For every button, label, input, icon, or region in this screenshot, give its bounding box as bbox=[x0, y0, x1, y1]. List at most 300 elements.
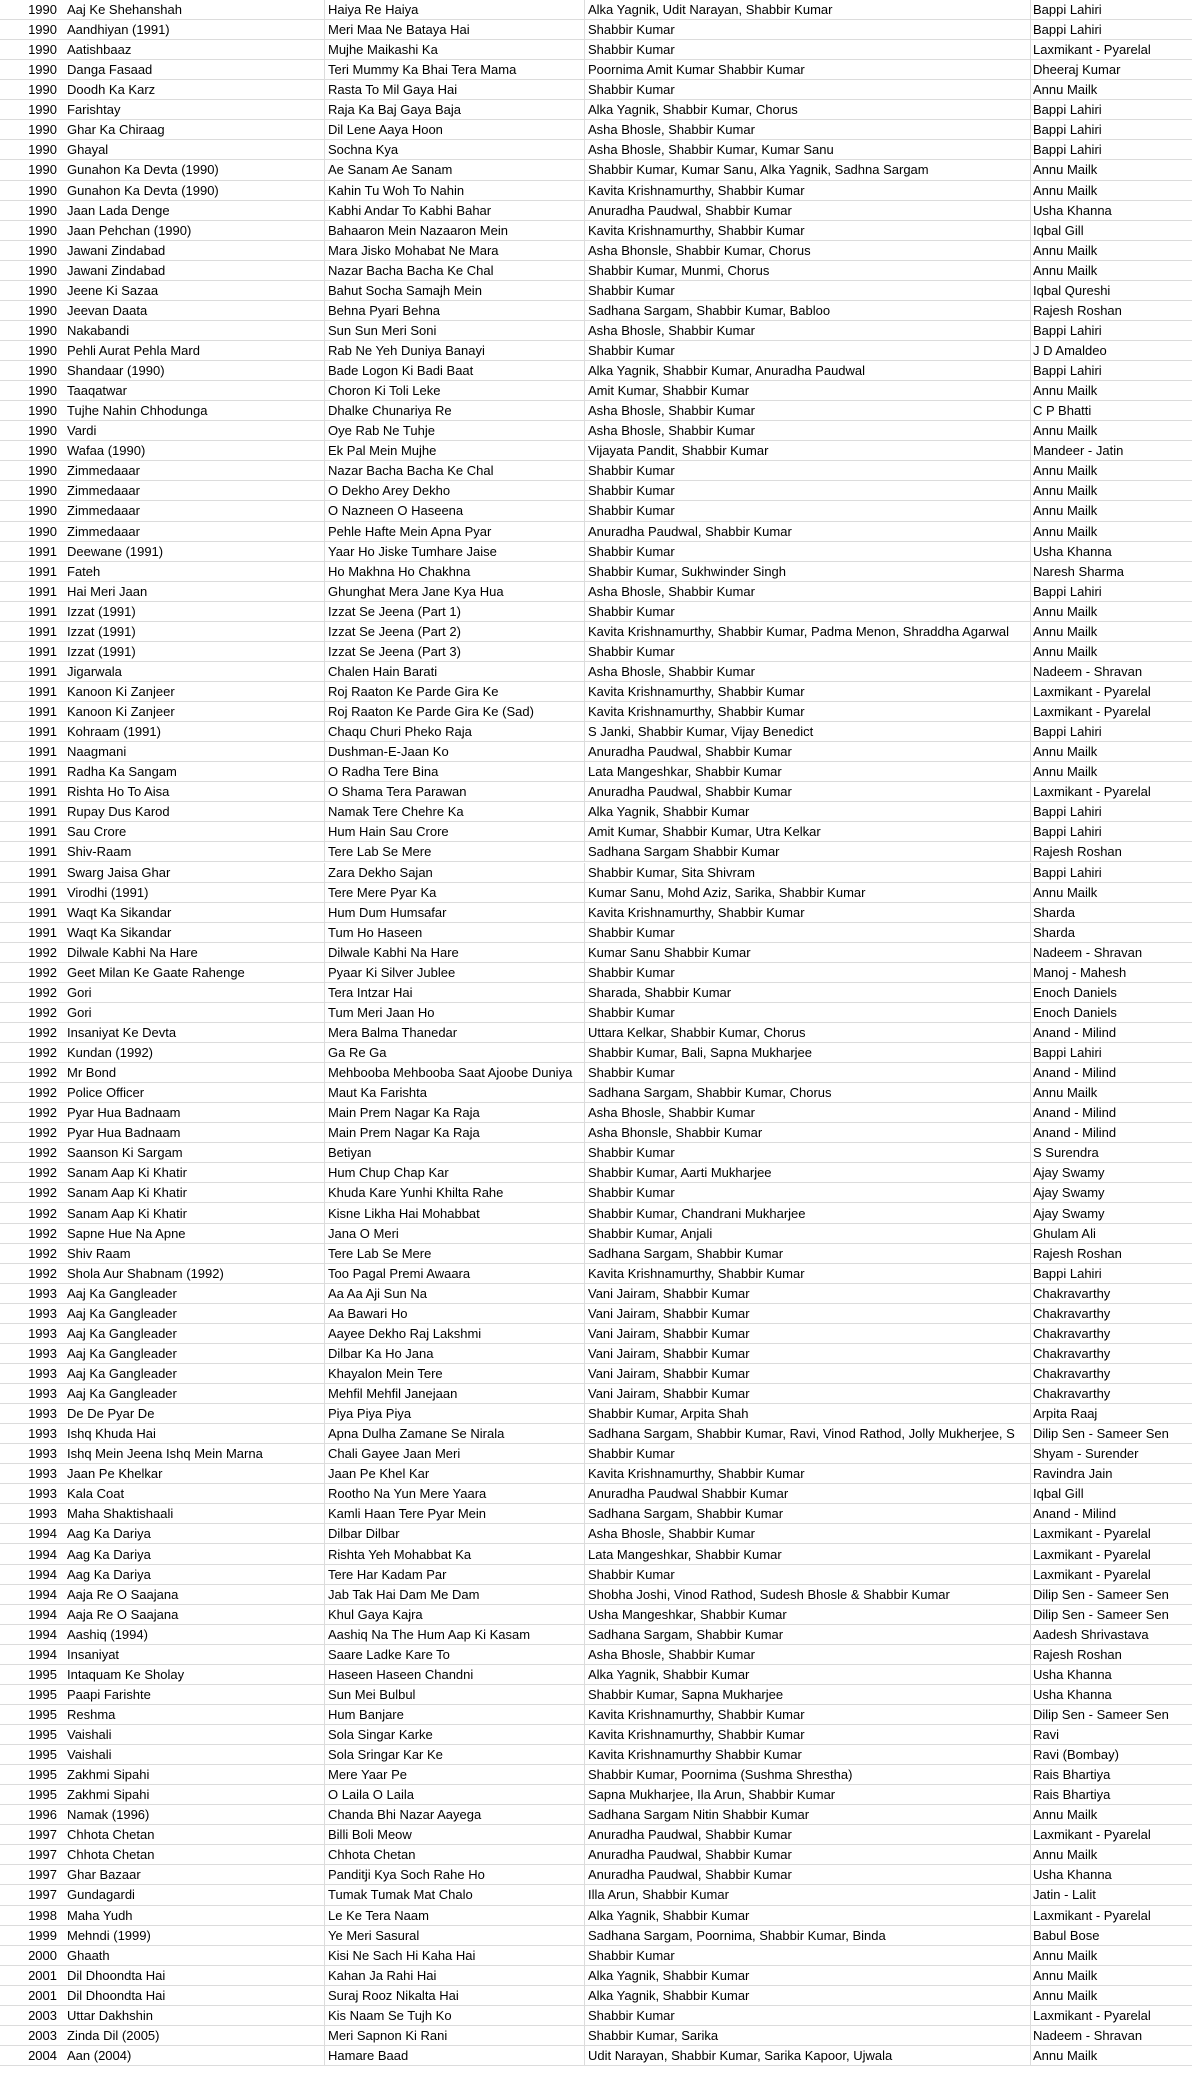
film-cell: Kala Coat bbox=[67, 1486, 125, 1502]
table-row bbox=[0, 120, 1192, 140]
song-cell: Aa Aa Aji Sun Na bbox=[324, 1284, 584, 1303]
music-director-cell: Ravi (Bombay) bbox=[1030, 1745, 1192, 1764]
music-director-cell: Chakravarthy bbox=[1030, 1344, 1192, 1363]
song-cell: Hum Banjare bbox=[324, 1705, 584, 1724]
song-cell: Choron Ki Toli Leke bbox=[324, 381, 584, 400]
film-cell: Kanoon Ki Zanjeer bbox=[67, 683, 175, 699]
song-cell: Tumak Tumak Mat Chalo bbox=[324, 1885, 584, 1904]
year-cell: 1991 bbox=[28, 543, 57, 559]
song-cell: Tere Mere Pyar Ka bbox=[324, 883, 584, 902]
song-cell: Mara Jisko Mohabat Ne Mara bbox=[324, 241, 584, 260]
music-director-cell: Bappi Lahiri bbox=[1030, 802, 1192, 821]
singers-cell: Asha Bhosle, Shabbir Kumar bbox=[584, 1103, 1030, 1122]
singers-cell: Asha Bhosle, Shabbir Kumar bbox=[584, 1524, 1030, 1543]
music-director-cell: Laxmikant - Pyarelal bbox=[1030, 1906, 1192, 1925]
song-cell: Namak Tere Chehre Ka bbox=[324, 802, 584, 821]
music-director-cell: Aadesh Shrivastava bbox=[1030, 1625, 1192, 1644]
film-cell: Taaqatwar bbox=[67, 383, 127, 399]
film-cell: Zinda Dil (2005) bbox=[67, 2027, 160, 2043]
music-director-cell: Iqbal Qureshi bbox=[1030, 281, 1192, 300]
year-cell: 1993 bbox=[28, 1325, 57, 1341]
table-row bbox=[0, 1023, 1192, 1043]
year-cell: 1992 bbox=[28, 1185, 57, 1201]
table-row bbox=[0, 341, 1192, 361]
singers-cell: Kavita Krishnamurthy, Shabbir Kumar bbox=[584, 1464, 1030, 1483]
song-cell: Ho Makhna Ho Chakhna bbox=[324, 562, 584, 581]
table-row bbox=[0, 542, 1192, 562]
singers-cell: Alka Yagnik, Shabbir Kumar bbox=[584, 1665, 1030, 1684]
table-row bbox=[0, 381, 1192, 401]
film-cell: Jeene Ki Sazaa bbox=[67, 282, 159, 298]
singers-cell: Vani Jairam, Shabbir Kumar bbox=[584, 1344, 1030, 1363]
film-cell: Jaan Pehchan (1990) bbox=[67, 222, 192, 238]
music-director-cell: Bappi Lahiri bbox=[1030, 361, 1192, 380]
table-row bbox=[0, 1885, 1192, 1905]
year-cell: 1990 bbox=[28, 383, 57, 399]
film-cell: Uttar Dakhshin bbox=[67, 2007, 153, 2023]
song-cell: Dhalke Chunariya Re bbox=[324, 401, 584, 420]
music-director-cell: Annu Mailk bbox=[1030, 1805, 1192, 1824]
year-cell: 1999 bbox=[28, 1927, 57, 1943]
film-cell: Zakhmi Sipahi bbox=[67, 1767, 150, 1783]
film-cell: Jaan Lada Denge bbox=[67, 202, 170, 218]
music-director-cell: Annu Mailk bbox=[1030, 481, 1192, 500]
table-row bbox=[0, 1986, 1192, 2006]
table-row bbox=[0, 1966, 1192, 1986]
year-cell: 2001 bbox=[28, 1967, 57, 1983]
music-director-cell: Annu Mailk bbox=[1030, 742, 1192, 761]
table-row bbox=[0, 281, 1192, 301]
table-row bbox=[0, 401, 1192, 421]
table-row bbox=[0, 1043, 1192, 1063]
table-row bbox=[0, 1946, 1192, 1966]
music-director-cell: Bappi Lahiri bbox=[1030, 321, 1192, 340]
year-cell: 1992 bbox=[28, 1045, 57, 1061]
film-cell: Insaniyat Ke Devta bbox=[67, 1024, 177, 1040]
film-cell: Gunahon Ka Devta (1990) bbox=[67, 162, 219, 178]
song-cell: Sola Singar Karke bbox=[324, 1725, 584, 1744]
song-cell: Chhota Chetan bbox=[324, 1845, 584, 1864]
singers-cell: Asha Bhosle, Shabbir Kumar bbox=[584, 582, 1030, 601]
table-row bbox=[0, 461, 1192, 481]
music-director-cell: Dilip Sen - Sameer Sen bbox=[1030, 1424, 1192, 1443]
table-row bbox=[0, 1705, 1192, 1725]
music-director-cell: Laxmikant - Pyarelal bbox=[1030, 782, 1192, 801]
song-cell: Haiya Re Haiya bbox=[324, 0, 584, 19]
singers-cell: Kavita Krishnamurthy, Shabbir Kumar bbox=[584, 221, 1030, 240]
table-row bbox=[0, 1625, 1192, 1645]
song-cell: Yaar Ho Jiske Tumhare Jaise bbox=[324, 542, 584, 561]
music-director-cell: Usha Khanna bbox=[1030, 1685, 1192, 1704]
singers-cell: S Janki, Shabbir Kumar, Vijay Benedict bbox=[584, 722, 1030, 741]
table-row bbox=[0, 1785, 1192, 1805]
song-cell: Rootho Na Yun Mere Yaara bbox=[324, 1484, 584, 1503]
song-cell: Tere Lab Se Mere bbox=[324, 1244, 584, 1263]
year-cell: 1992 bbox=[28, 1004, 57, 1020]
singers-cell: Usha Mangeshkar, Shabbir Kumar bbox=[584, 1605, 1030, 1624]
film-cell: Insaniyat bbox=[67, 1646, 120, 1662]
music-director-cell: Chakravarthy bbox=[1030, 1324, 1192, 1343]
year-cell: 1993 bbox=[28, 1486, 57, 1502]
music-director-cell: Bappi Lahiri bbox=[1030, 863, 1192, 882]
film-cell: Izzat (1991) bbox=[67, 623, 136, 639]
table-row bbox=[0, 301, 1192, 321]
year-cell: 1991 bbox=[28, 623, 57, 639]
music-director-cell: Ajay Swamy bbox=[1030, 1203, 1192, 1222]
year-cell: 1994 bbox=[28, 1566, 57, 1582]
song-cell: Aa Bawari Ho bbox=[324, 1304, 584, 1323]
table-row bbox=[0, 1103, 1192, 1123]
song-cell: Aashiq Na The Hum Aap Ki Kasam bbox=[324, 1625, 584, 1644]
singers-cell: Sadhana Sargam, Shabbir Kumar bbox=[584, 1244, 1030, 1263]
table-row bbox=[0, 20, 1192, 40]
singers-cell: Kumar Sanu, Mohd Aziz, Sarika, Shabbir Kumar bbox=[584, 883, 1030, 902]
year-cell: 1993 bbox=[28, 1386, 57, 1402]
table-row bbox=[0, 1324, 1192, 1344]
year-cell: 1990 bbox=[28, 82, 57, 98]
song-cell: Piya Piya Piya bbox=[324, 1404, 584, 1423]
music-director-cell: Annu Mailk bbox=[1030, 421, 1192, 440]
music-director-cell: Laxmikant - Pyarelal bbox=[1030, 1524, 1192, 1543]
table-row bbox=[0, 943, 1192, 963]
song-cell: Ek Pal Mein Mujhe bbox=[324, 441, 584, 460]
singers-cell: Asha Bhosle, Shabbir Kumar bbox=[584, 421, 1030, 440]
music-director-cell: Rais Bhartiya bbox=[1030, 1765, 1192, 1784]
table-row bbox=[0, 1264, 1192, 1284]
film-cell: Intaquam Ke Sholay bbox=[67, 1666, 185, 1682]
singers-cell: Shabbir Kumar bbox=[584, 1063, 1030, 1082]
table-row bbox=[0, 1364, 1192, 1384]
year-cell: 1990 bbox=[28, 523, 57, 539]
song-cell: Izzat Se Jeena (Part 1) bbox=[324, 602, 584, 621]
table-row bbox=[0, 1404, 1192, 1424]
table-row bbox=[0, 501, 1192, 521]
table-row bbox=[0, 522, 1192, 542]
music-director-cell: Bappi Lahiri bbox=[1030, 20, 1192, 39]
song-cell: Hamare Baad bbox=[324, 2046, 584, 2065]
song-cell: O Shama Tera Parawan bbox=[324, 782, 584, 801]
song-cell: Apna Dulha Zamane Se Nirala bbox=[324, 1424, 584, 1443]
music-director-cell: Chakravarthy bbox=[1030, 1284, 1192, 1303]
song-cell: Khayalon Mein Tere bbox=[324, 1364, 584, 1383]
film-cell: Zimmedaaar bbox=[67, 523, 140, 539]
table-row bbox=[0, 1464, 1192, 1484]
year-cell: 1997 bbox=[28, 1847, 57, 1863]
singers-cell: Anuradha Paudwal, Shabbir Kumar bbox=[584, 201, 1030, 220]
song-cell: Maut Ka Farishta bbox=[324, 1083, 584, 1102]
table-row bbox=[0, 361, 1192, 381]
music-director-cell: Jatin - Lalit bbox=[1030, 1885, 1192, 1904]
film-cell: Jawani Zindabad bbox=[67, 242, 166, 258]
table-row bbox=[0, 1544, 1192, 1564]
singers-cell: Sadhana Sargam, Poornima, Shabbir Kumar, Binda bbox=[584, 1926, 1030, 1945]
song-cell: Kisi Ne Sach Hi Kaha Hai bbox=[324, 1946, 584, 1965]
year-cell: 2004 bbox=[28, 2047, 57, 2063]
music-director-cell: Enoch Daniels bbox=[1030, 1003, 1192, 1022]
table-row bbox=[0, 1745, 1192, 1765]
music-director-cell: Annu Mailk bbox=[1030, 1845, 1192, 1864]
table-row bbox=[0, 241, 1192, 261]
year-cell: 1991 bbox=[28, 583, 57, 599]
year-cell: 1991 bbox=[28, 804, 57, 820]
table-row bbox=[0, 1685, 1192, 1705]
singers-cell: Vijayata Pandit, Shabbir Kumar bbox=[584, 441, 1030, 460]
film-cell: Aaja Re O Saajana bbox=[67, 1586, 179, 1602]
singers-cell: Alka Yagnik, Shabbir Kumar bbox=[584, 1906, 1030, 1925]
film-cell: Pyar Hua Badnaam bbox=[67, 1105, 181, 1121]
music-director-cell: Rajesh Roshan bbox=[1030, 1244, 1192, 1263]
year-cell: 1990 bbox=[28, 463, 57, 479]
singers-cell: Sadhana Sargam, Shabbir Kumar, Babloo bbox=[584, 301, 1030, 320]
film-cell: Mr Bond bbox=[67, 1065, 117, 1081]
song-cell: Roj Raaton Ke Parde Gira Ke bbox=[324, 682, 584, 701]
singers-cell: Shabbir Kumar, Bali, Sapna Mukharjee bbox=[584, 1043, 1030, 1062]
year-cell: 1990 bbox=[28, 282, 57, 298]
film-cell: Paapi Farishte bbox=[67, 1686, 151, 1702]
year-cell: 1990 bbox=[28, 162, 57, 178]
table-row bbox=[0, 421, 1192, 441]
year-cell: 1995 bbox=[28, 1787, 57, 1803]
singers-cell: Lata Mangeshkar, Shabbir Kumar bbox=[584, 762, 1030, 781]
table-row bbox=[0, 1163, 1192, 1183]
singers-cell: Shabbir Kumar, Sapna Mukharjee bbox=[584, 1685, 1030, 1704]
film-cell: Namak (1996) bbox=[67, 1807, 150, 1823]
film-cell: Aag Ka Dariya bbox=[67, 1546, 151, 1562]
year-cell: 1991 bbox=[28, 724, 57, 740]
music-director-cell: Annu Mailk bbox=[1030, 381, 1192, 400]
table-row bbox=[0, 60, 1192, 80]
song-cell: Kabhi Andar To Kabhi Bahar bbox=[324, 201, 584, 220]
music-director-cell: Nadeem - Shravan bbox=[1030, 662, 1192, 681]
film-cell: Ghayal bbox=[67, 142, 109, 158]
table-row bbox=[0, 1805, 1192, 1825]
song-cell: Sun Sun Meri Soni bbox=[324, 321, 584, 340]
music-director-cell: Ghulam Ali bbox=[1030, 1224, 1192, 1243]
singers-cell: Kavita Krishnamurthy, Shabbir Kumar bbox=[584, 1264, 1030, 1283]
film-cell: Wafaa (1990) bbox=[67, 443, 146, 459]
song-cell: Kamli Haan Tere Pyar Mein bbox=[324, 1504, 584, 1523]
table-row bbox=[0, 1304, 1192, 1324]
song-cell: Bahut Socha Samajh Mein bbox=[324, 281, 584, 300]
year-cell: 1992 bbox=[28, 1205, 57, 1221]
singers-cell: Kavita Krishnamurthy, Shabbir Kumar bbox=[584, 682, 1030, 701]
table-row bbox=[0, 842, 1192, 862]
singers-cell: Asha Bhosle, Shabbir Kumar bbox=[584, 401, 1030, 420]
music-director-cell: Laxmikant - Pyarelal bbox=[1030, 702, 1192, 721]
singers-cell: Asha Bhonsle, Shabbir Kumar, Chorus bbox=[584, 241, 1030, 260]
music-director-cell: Enoch Daniels bbox=[1030, 983, 1192, 1002]
year-cell: 1991 bbox=[28, 884, 57, 900]
music-director-cell: Ajay Swamy bbox=[1030, 1183, 1192, 1202]
year-cell: 2003 bbox=[28, 2007, 57, 2023]
song-cell: Dushman-E-Jaan Ko bbox=[324, 742, 584, 761]
film-cell: Deewane (1991) bbox=[67, 543, 164, 559]
song-cell: Kisne Likha Hai Mohabbat bbox=[324, 1203, 584, 1222]
table-row bbox=[0, 662, 1192, 682]
table-row bbox=[0, 0, 1192, 20]
song-cell: O Radha Tere Bina bbox=[324, 762, 584, 781]
film-cell: Jeevan Daata bbox=[67, 302, 148, 318]
music-director-cell: Anand - Milind bbox=[1030, 1023, 1192, 1042]
year-cell: 1993 bbox=[28, 1426, 57, 1442]
table-row bbox=[0, 923, 1192, 943]
song-cell: Rishta Yeh Mohabbat Ka bbox=[324, 1544, 584, 1563]
singers-cell: Asha Bhosle, Shabbir Kumar bbox=[584, 321, 1030, 340]
music-director-cell: Babul Bose bbox=[1030, 1926, 1192, 1945]
film-cell: Aaj Ka Gangleader bbox=[67, 1325, 177, 1341]
table-row bbox=[0, 221, 1192, 241]
year-cell: 1990 bbox=[28, 503, 57, 519]
table-row bbox=[0, 642, 1192, 662]
singers-cell: Kumar Sanu Shabbir Kumar bbox=[584, 943, 1030, 962]
music-director-cell: Annu Mailk bbox=[1030, 642, 1192, 661]
table-row bbox=[0, 1565, 1192, 1585]
song-cell: Zara Dekho Sajan bbox=[324, 863, 584, 882]
table-row bbox=[0, 1444, 1192, 1464]
music-director-cell: Manoj - Mahesh bbox=[1030, 963, 1192, 982]
table-row bbox=[0, 1865, 1192, 1885]
film-cell: Gori bbox=[67, 1004, 92, 1020]
year-cell: 1994 bbox=[28, 1626, 57, 1642]
film-cell: Sapne Hue Na Apne bbox=[67, 1225, 186, 1241]
film-cell: Sanam Aap Ki Khatir bbox=[67, 1165, 187, 1181]
music-director-cell: Annu Mailk bbox=[1030, 1946, 1192, 1965]
singers-cell: Shabbir Kumar bbox=[584, 1946, 1030, 1965]
year-cell: 1995 bbox=[28, 1706, 57, 1722]
singers-cell: Shabbir Kumar, Munmi, Chorus bbox=[584, 261, 1030, 280]
song-cell: Izzat Se Jeena (Part 2) bbox=[324, 622, 584, 641]
music-director-cell: Arpita Raaj bbox=[1030, 1404, 1192, 1423]
singers-cell: Kavita Krishnamurthy Shabbir Kumar bbox=[584, 1745, 1030, 1764]
song-cell: Mera Balma Thanedar bbox=[324, 1023, 584, 1042]
singers-cell: Shabbir Kumar bbox=[584, 1003, 1030, 1022]
year-cell: 2000 bbox=[28, 1947, 57, 1963]
song-cell: Sun Mei Bulbul bbox=[324, 1685, 584, 1704]
music-director-cell: Annu Mailk bbox=[1030, 522, 1192, 541]
year-cell: 1993 bbox=[28, 1466, 57, 1482]
song-cell: Main Prem Nagar Ka Raja bbox=[324, 1103, 584, 1122]
film-cell: Aatishbaaz bbox=[67, 42, 132, 58]
year-cell: 1990 bbox=[28, 222, 57, 238]
singers-cell: Shabbir Kumar, Sarika bbox=[584, 2026, 1030, 2045]
table-row bbox=[0, 1645, 1192, 1665]
year-cell: 2003 bbox=[28, 2027, 57, 2043]
year-cell: 1991 bbox=[28, 683, 57, 699]
film-cell: Izzat (1991) bbox=[67, 603, 136, 619]
film-cell: Shola Aur Shabnam (1992) bbox=[67, 1265, 224, 1281]
table-row bbox=[0, 481, 1192, 501]
song-cell: Bade Logon Ki Badi Baat bbox=[324, 361, 584, 380]
film-cell: Farishtay bbox=[67, 102, 121, 118]
year-cell: 1995 bbox=[28, 1666, 57, 1682]
film-cell: Vaishali bbox=[67, 1747, 112, 1763]
singers-cell: Kavita Krishnamurthy, Shabbir Kumar, Padma Menon, Shraddha Agarwal bbox=[584, 622, 1030, 641]
film-cell: Sanam Aap Ki Khatir bbox=[67, 1185, 187, 1201]
film-cell: Danga Fasaad bbox=[67, 62, 153, 78]
music-director-cell: Annu Mailk bbox=[1030, 1083, 1192, 1102]
film-cell: Shiv Raam bbox=[67, 1245, 131, 1261]
film-cell: Aandhiyan (1991) bbox=[67, 22, 170, 38]
singers-cell: Shabbir Kumar bbox=[584, 1183, 1030, 1202]
year-cell: 1990 bbox=[28, 443, 57, 459]
song-cell: Ae Sanam Ae Sanam bbox=[324, 160, 584, 179]
singers-cell: Alka Yagnik, Shabbir Kumar bbox=[584, 1966, 1030, 1985]
song-cell: Izzat Se Jeena (Part 3) bbox=[324, 642, 584, 661]
music-director-cell: Dheeraj Kumar bbox=[1030, 60, 1192, 79]
singers-cell: Amit Kumar, Shabbir Kumar bbox=[584, 381, 1030, 400]
song-cell: Tera Intzar Hai bbox=[324, 983, 584, 1002]
song-cell: Le Ke Tera Naam bbox=[324, 1906, 584, 1925]
film-cell: Ghaath bbox=[67, 1947, 110, 1963]
year-cell: 1990 bbox=[28, 302, 57, 318]
table-row bbox=[0, 1524, 1192, 1544]
singers-cell: Anuradha Paudwal, Shabbir Kumar bbox=[584, 742, 1030, 761]
film-cell: Vardi bbox=[67, 423, 97, 439]
music-director-cell: Annu Mailk bbox=[1030, 1986, 1192, 2005]
song-cell: Betiyan bbox=[324, 1143, 584, 1162]
song-cell: Jana O Meri bbox=[324, 1224, 584, 1243]
table-row bbox=[0, 1665, 1192, 1685]
music-director-cell: Bappi Lahiri bbox=[1030, 822, 1192, 841]
film-cell: Maha Yudh bbox=[67, 1907, 133, 1923]
table-row bbox=[0, 822, 1192, 842]
table-row bbox=[0, 160, 1192, 180]
singers-cell: Alka Yagnik, Shabbir Kumar bbox=[584, 802, 1030, 821]
table-row bbox=[0, 1183, 1192, 1203]
table-row bbox=[0, 1504, 1192, 1524]
song-cell: Meri Sapnon Ki Rani bbox=[324, 2026, 584, 2045]
table-row bbox=[0, 1123, 1192, 1143]
music-director-cell: Usha Khanna bbox=[1030, 1665, 1192, 1684]
film-cell: Geet Milan Ke Gaate Rahenge bbox=[67, 964, 245, 980]
song-cell: Ye Meri Sasural bbox=[324, 1926, 584, 1945]
film-cell: Pehli Aurat Pehla Mard bbox=[67, 343, 200, 358]
song-cell: Mere Yaar Pe bbox=[324, 1765, 584, 1784]
singers-cell: Vani Jairam, Shabbir Kumar bbox=[584, 1364, 1030, 1383]
music-director-cell: Sharda bbox=[1030, 903, 1192, 922]
singers-cell: Anuradha Paudwal, Shabbir Kumar bbox=[584, 782, 1030, 801]
music-director-cell: Nadeem - Shravan bbox=[1030, 2026, 1192, 2045]
singers-cell: Shabbir Kumar, Aarti Mukharjee bbox=[584, 1163, 1030, 1182]
table-row bbox=[0, 1143, 1192, 1163]
singers-cell: Anuradha Paudwal, Shabbir Kumar bbox=[584, 522, 1030, 541]
film-cell: Kanoon Ki Zanjeer bbox=[67, 704, 175, 720]
song-cell: Billi Boli Meow bbox=[324, 1825, 584, 1844]
year-cell: 1990 bbox=[28, 22, 57, 38]
table-row bbox=[0, 742, 1192, 762]
singers-cell: Vani Jairam, Shabbir Kumar bbox=[584, 1384, 1030, 1403]
year-cell: 1992 bbox=[28, 1145, 57, 1161]
year-cell: 1990 bbox=[28, 202, 57, 218]
film-cell: Rishta Ho To Aisa bbox=[67, 784, 170, 800]
film-cell: Jawani Zindabad bbox=[67, 262, 166, 278]
music-director-cell: Ajay Swamy bbox=[1030, 1163, 1192, 1182]
song-cell: Pehle Hafte Mein Apna Pyar bbox=[324, 522, 584, 541]
song-cell: Roj Raaton Ke Parde Gira Ke (Sad) bbox=[324, 702, 584, 721]
song-cell: Kis Naam Se Tujh Ko bbox=[324, 2006, 584, 2025]
singers-cell: Kavita Krishnamurthy, Shabbir Kumar bbox=[584, 1725, 1030, 1744]
film-cell: Gunahon Ka Devta (1990) bbox=[67, 182, 219, 198]
year-cell: 1992 bbox=[28, 1024, 57, 1040]
singers-cell: Illa Arun, Shabbir Kumar bbox=[584, 1885, 1030, 1904]
music-director-cell: Laxmikant - Pyarelal bbox=[1030, 1825, 1192, 1844]
film-cell: Zimmedaaar bbox=[67, 483, 140, 499]
film-cell: Saanson Ki Sargam bbox=[67, 1145, 183, 1161]
year-cell: 1990 bbox=[28, 122, 57, 138]
music-director-cell: Rajesh Roshan bbox=[1030, 842, 1192, 861]
film-cell: Zakhmi Sipahi bbox=[67, 1787, 150, 1803]
year-cell: 1991 bbox=[28, 603, 57, 619]
